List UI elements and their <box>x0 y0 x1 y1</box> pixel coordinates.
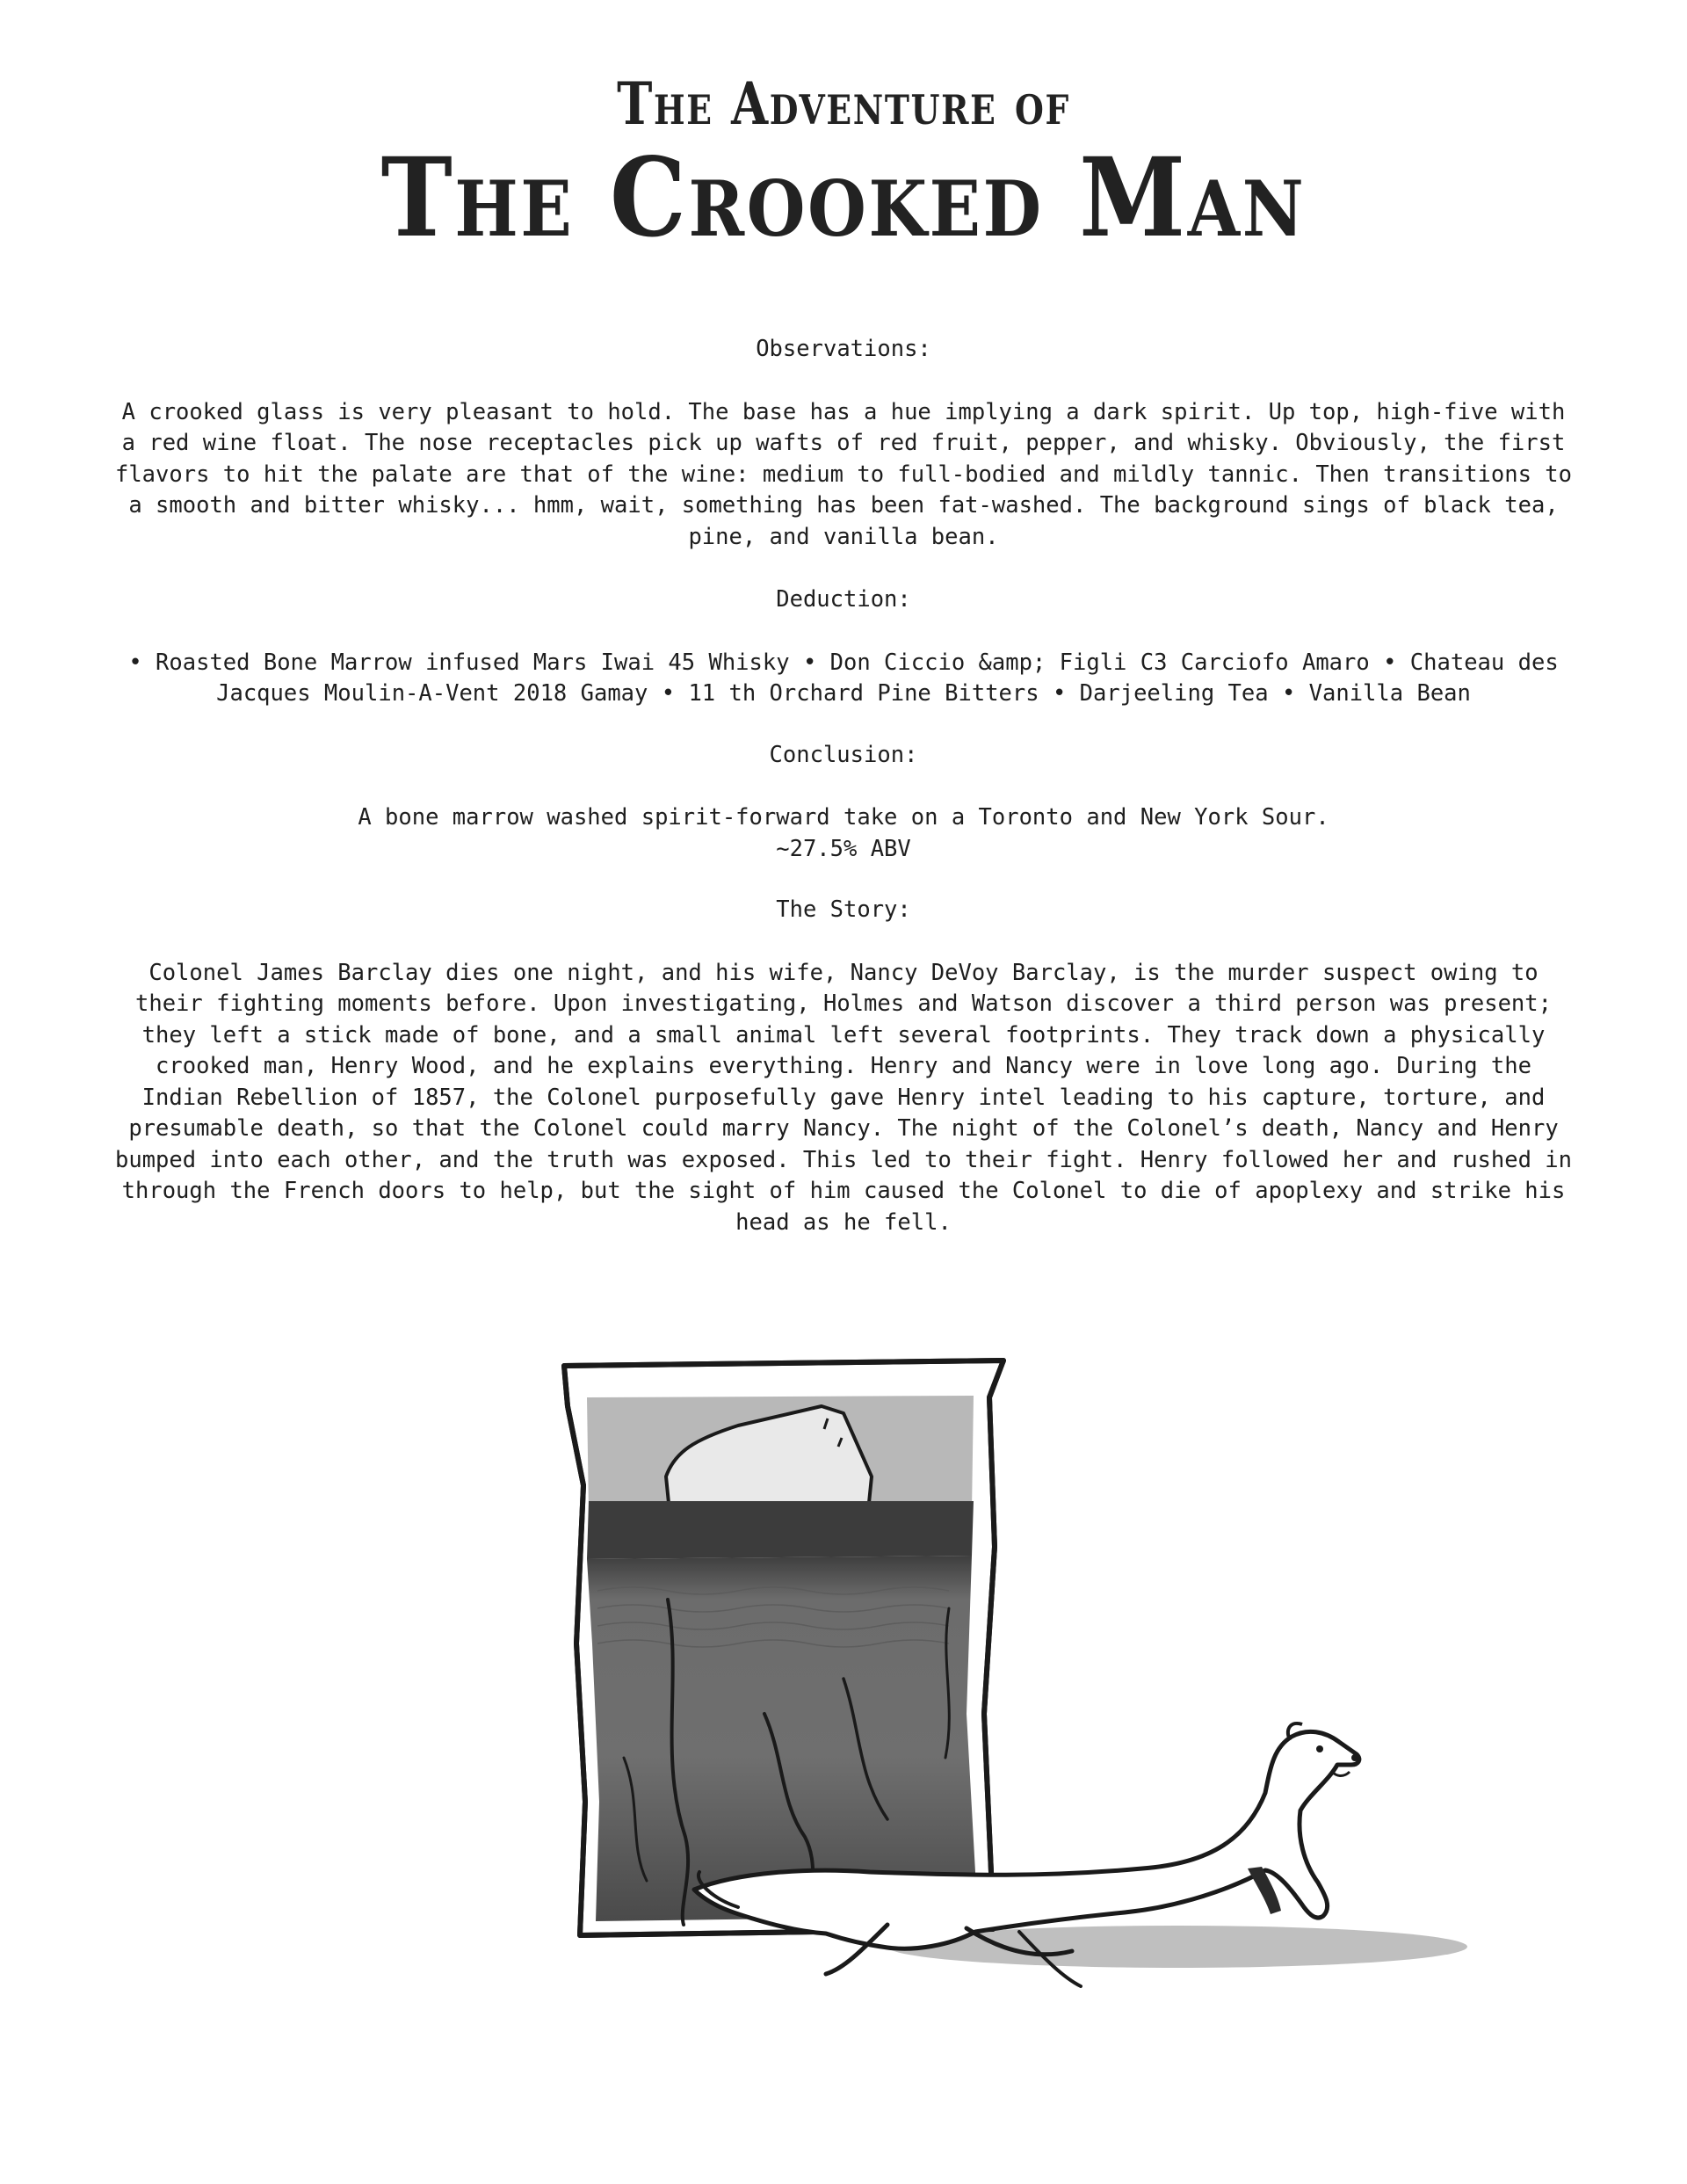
deduction-text: • Roasted Bone Marrow infused Mars Iwai 45 Whisky • Don Ciccio &amp; Figli C3 Carciofo Amaro • Chateau des Jacques Moulin-A-Vent 2018 Gamay • 11 th Orchard Pine Bitters • Darjeeling Tea • Vanilla Bean <box>128 649 1559 707</box>
story-heading: The Story: <box>776 896 911 923</box>
title-line-1: The Adventure of <box>617 69 1070 138</box>
conclusion-heading: Conclusion: <box>769 741 918 768</box>
title-line-2: The Crooked Man <box>380 134 1307 262</box>
deduction-heading: Deduction: <box>776 586 911 613</box>
observations-heading: Observations: <box>756 336 931 362</box>
recipe-content <box>114 334 1573 1238</box>
story-text: Colonel James Barclay dies one night, and his wife, Nancy DeVoy Barclay, is the murder suspect owing to their fighting moments before. Upon investigating, Holmes and Watson discover a third person was present; they left a stick made of bone, and a small animal left several footprints. They track down a physically crooked man, Henry Wood, and he explains everything. Henry and Nancy were in love long ago. During the Indian Rebellion of 1857, the Colonel purposefully gave Henry intel leading to his capture, torture, and presumable death, so that the Colonel could marry Nancy. The night of the Colonel’s death, Nancy and Henry bumped into each other, and the truth was exposed. This led to their fight. Henry followed her and rushed in through the French doors to help, but the sight of him caused the Colonel to die of apoplexy and strike his head as he fell. <box>114 959 1573 1236</box>
observations-text: A crooked glass is very pleasant to hold. The base has a hue implying a dark spirit. Up top, high-five with a red wine float. The nose receptacles pick up wafts of red fruit, pepper, and whisky. Obviously, the first flavors to hit the palate are that of the wine: medium to full-bodied and mildly tannic. Then transitions to a smooth and bitter whisky... hmm, wait, something has been fat-washed. The background sings of black tea, pine, and vanilla bean. <box>114 398 1573 550</box>
abv-text: ~27.5% ABV <box>776 835 911 862</box>
conclusion-text: A bone marrow washed spirit-forward take on a Toronto and New York Sour. <box>358 804 1329 831</box>
glass-icon <box>564 1360 1003 1935</box>
page-title <box>0 69 1687 262</box>
cocktail-illustration <box>474 1345 1564 2153</box>
